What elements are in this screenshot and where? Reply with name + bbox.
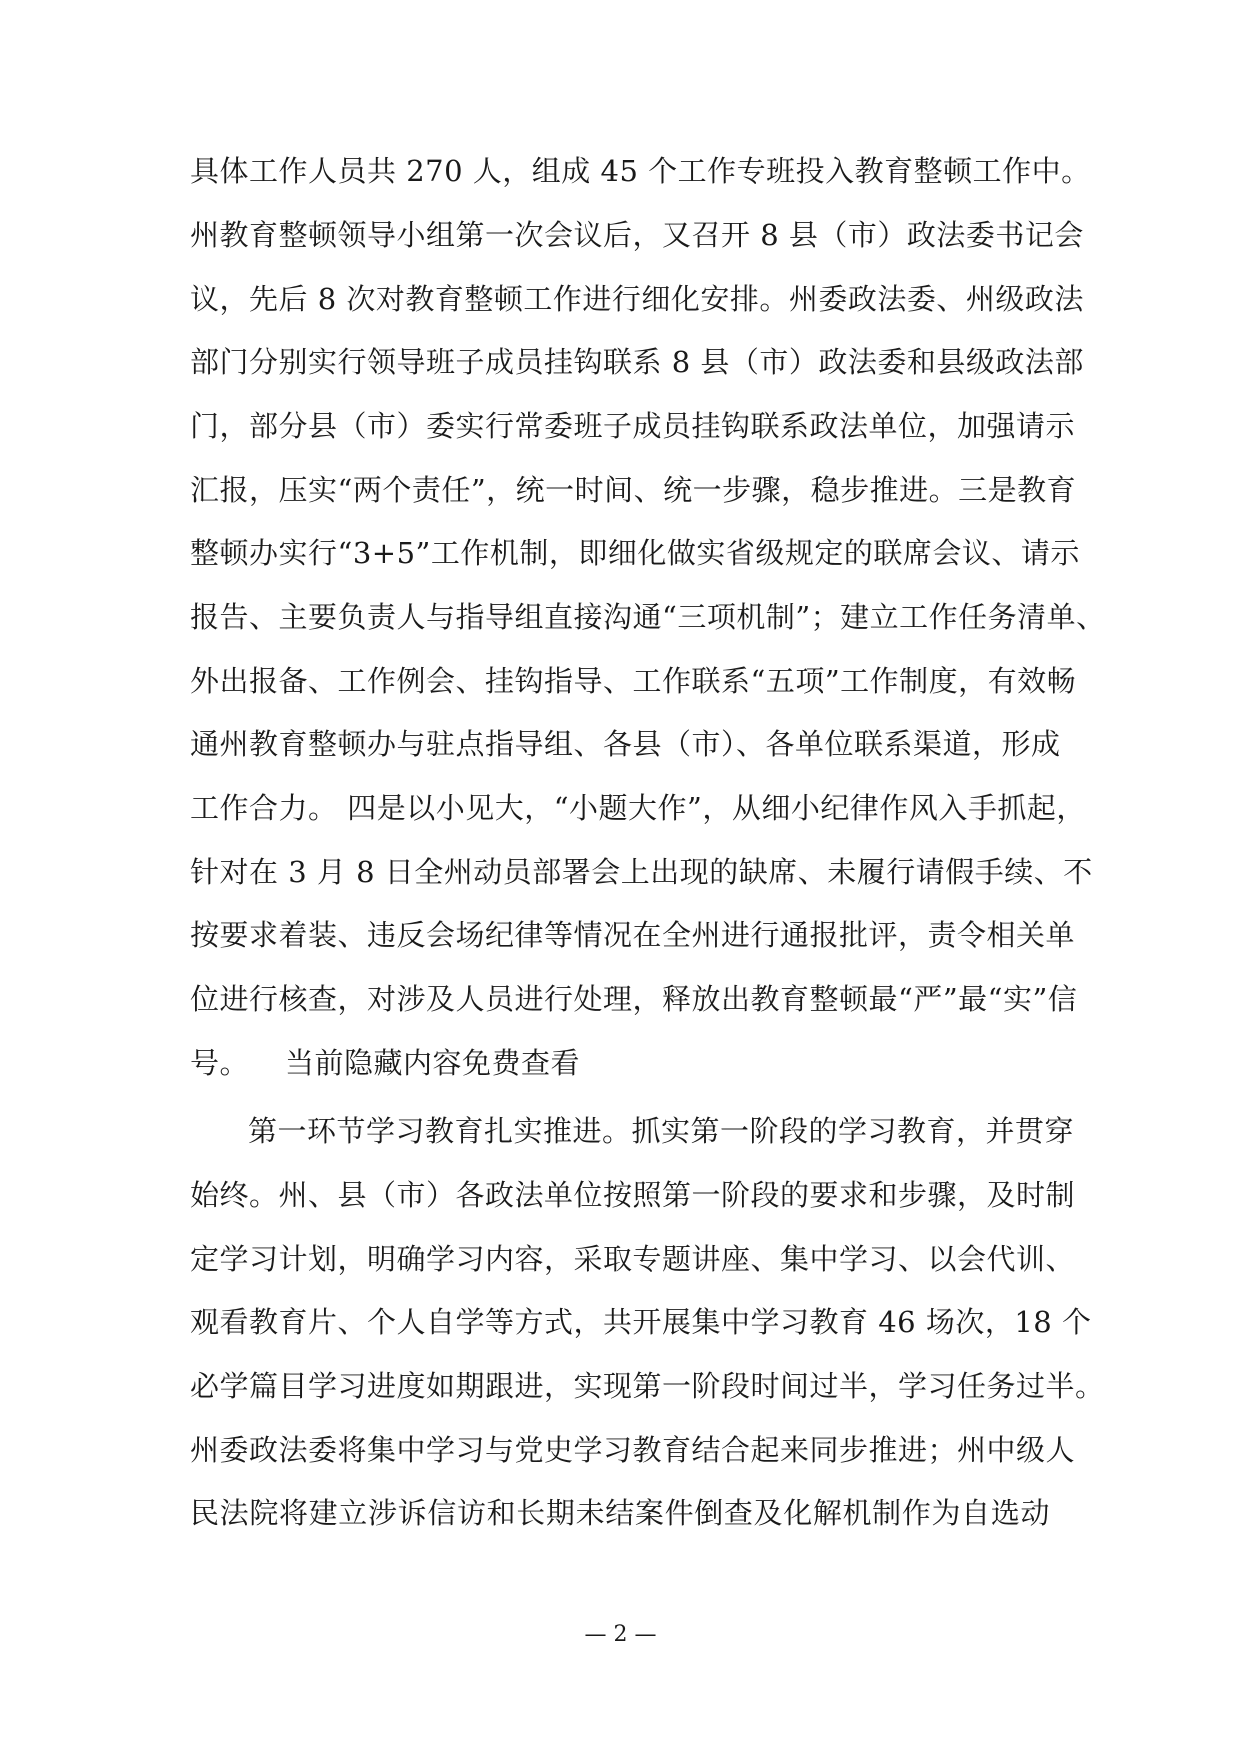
text-line: 针对在 3 月 8 日全州动员部署会上出现的缺席、未履行请假手续、不 xyxy=(190,855,1093,889)
text-line: 门，部分县（市）委实行常委班子成员挂钩联系政法单位，加强请示 xyxy=(190,409,1076,443)
text-line: 州教育整顿领导小组第一次会议后，又召开 8 县（市）政法委书记会 xyxy=(190,218,1084,252)
text-line: 始终。州、县（市）各政法单位按照第一阶段的要求和步骤，及时制 xyxy=(190,1178,1076,1212)
text-line: 按要求着装、违反会场纪律等情况在全州进行通报批评，责令相关单 xyxy=(190,918,1076,952)
paragraph-first-line: 第一环节学习教育扎实推进。抓实第一阶段的学习教育，并贯穿 xyxy=(248,1114,1075,1148)
text-line: 外出报备、工作例会、挂钩指导、工作联系“五项”工作制度，有效畅 xyxy=(190,664,1077,698)
text-line: 整顿办实行“3+5”工作机制，即细化做实省级规定的联席会议、请示 xyxy=(190,536,1080,570)
paragraph-end-text: 号。 xyxy=(190,1046,250,1080)
text-line: 观看教育片、个人自学等方式，共开展集中学习教育 46 场次，18 个 xyxy=(190,1305,1092,1339)
text-line: 汇报，压实“两个责任”，统一时间、统一步骤，稳步推进。三是教育 xyxy=(190,473,1077,507)
text-line: 具体工作人员共 270 人，组成 45 个工作专班投入教育整顿工作中。 xyxy=(190,154,1091,188)
text-line: 议，先后 8 次对教育整顿工作进行细化安排。州委政法委、州级政法 xyxy=(190,282,1084,316)
text-line: 通州教育整顿办与驻点指导组、各县（市）、各单位联系渠道，形成 xyxy=(190,727,1061,761)
text-line: 州委政法委将集中学习与党史学习教育结合起来同步推进；州中级人 xyxy=(190,1433,1076,1467)
text-line: 部门分别实行领导班子成员挂钩联系 8 县（市）政法委和县级政法部 xyxy=(190,345,1084,379)
text-line: 工作合力。 四是以小见大，“小题大作”，从细小纪律作风入手抓起， xyxy=(190,791,1086,825)
text-line: 民法院将建立涉诉信访和长期未结案件倒查及化解机制作为自选动 xyxy=(190,1496,1050,1530)
text-line: 报告、主要负责人与指导组直接沟通“三项机制”；建立工作任务清单、 xyxy=(190,600,1106,634)
text-line: 必学篇目学习进度如期跟进，实现第一阶段时间过半，学习任务过半。 xyxy=(190,1369,1105,1403)
text-line: 定学习计划，明确学习内容，采取专题讲座、集中学习、以会代训、 xyxy=(190,1242,1076,1276)
hidden-content-link[interactable]: 当前隐藏内容免费查看 xyxy=(285,1046,581,1080)
text-line: 位进行核查，对涉及人员进行处理，释放出教育整顿最“严”最“实”信 xyxy=(190,982,1078,1016)
text-line-last xyxy=(190,1039,1050,1087)
page-number: — 2 — xyxy=(584,1622,657,1647)
